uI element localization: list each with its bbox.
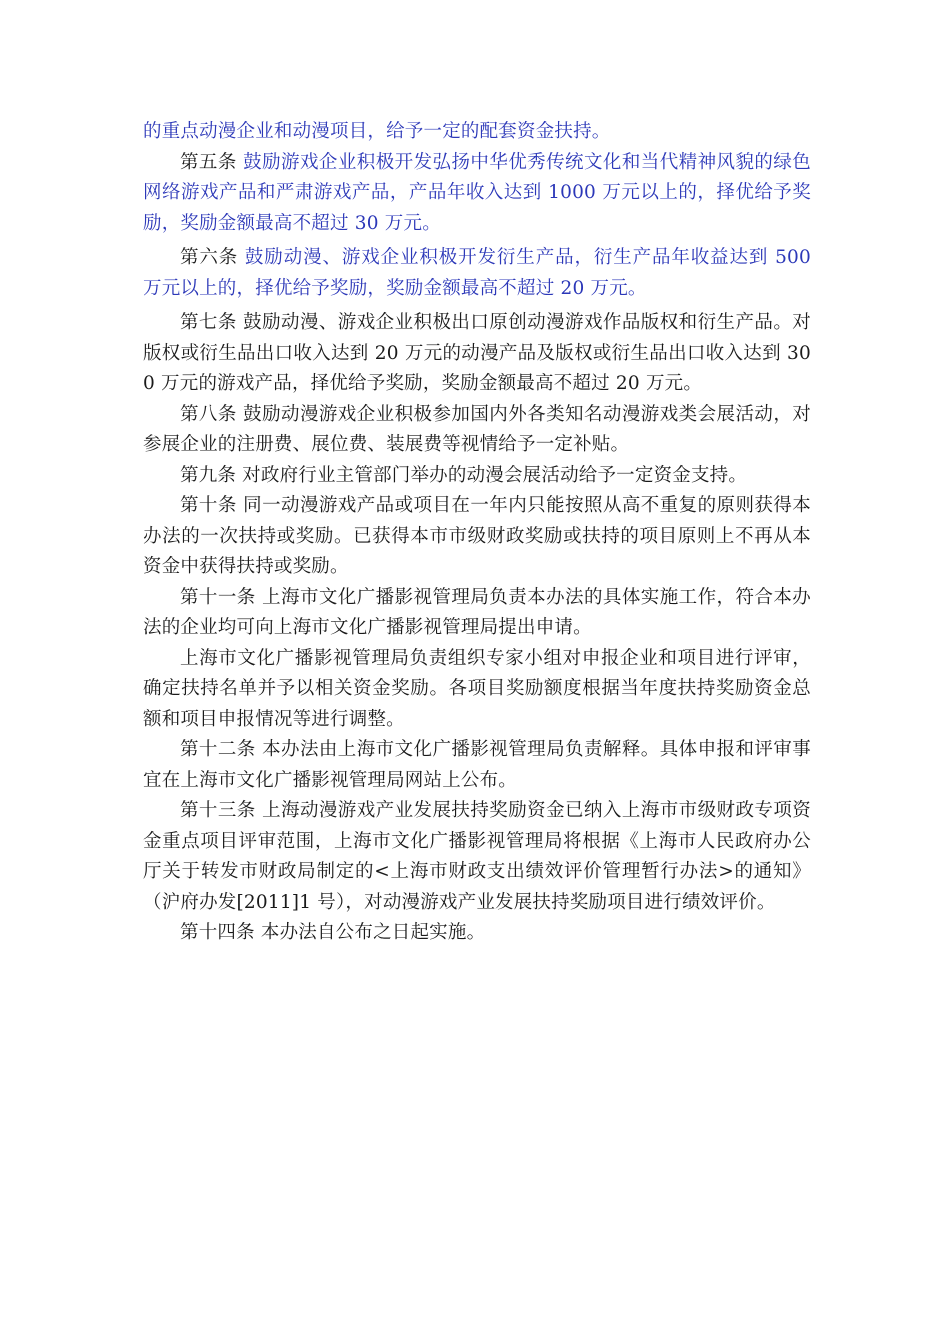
article-6 [143,243,811,304]
article-13: 第十三条 上海动漫游戏产业发展扶持奖励资金已纳入上海市市级财政专项资金重点项目评审范围，上海市文化广播影视管理局将根据《上海市人民政府办公厅关于转发市财政局制定的<上海市财政支出绩效评价管理暂行办法>的通知》（沪府办发[2011]1 号），对动漫游戏产业发展扶持奖励项目进行绩效评价。 [143,800,811,913]
article-10: 第十条 同一动漫游戏产品或项目在一年内只能按照从高不重复的原则获得本办法的一次扶持或奖励。已获得本市市级财政奖励或扶持的项目原则上不再从本资金中获得扶持或奖励。 [143,495,811,577]
article-11: 第十一条 上海市文化广播影视管理局负责本办法的具体实施工作，符合本办法的企业均可向上海市文化广播影视管理局提出申请。 [143,586,811,638]
article-7: 第七条 鼓励动漫、游戏企业积极出口原创动漫游戏作品版权和衍生产品。对版权或衍生品出口收入达到 20 万元的动漫产品及版权或衍生品出口收入达到 300 万元的游戏产品，择优给予奖励，奖励金额最高不超过 20 万元。 [143,312,811,394]
article-text: 鼓励游戏企业积极开发弘扬中华优秀传统文化和当代精神风貌的绿色网络游戏产品和严肃游戏产品，产品年收入达到 1000 万元以上的，择优给予奖励，奖励金额最高不超过 30 万元。 [143,151,811,234]
article-9: 第九条 对政府行业主管部门举办的动漫会展活动给予一定资金支持。 [180,464,748,486]
article-12: 第十二条 本办法由上海市文化广播影视管理局负责解释。具体申报和评审事宜在上海市文化广播影视管理局网站上公布。 [143,739,811,791]
article-5 [143,148,811,240]
article-label: 第六条 [180,247,245,268]
article-8: 第八条 鼓励动漫游戏企业积极参加国内外各类知名动漫游戏类会展活动，对参展企业的注册费、展位费、装展费等视情给予一定补贴。 [143,403,811,455]
paragraph-text: 的重点动漫企业和动漫项目，给予一定的配套资金扶持。 [143,121,611,142]
paragraph-continuation [143,117,811,148]
article-label: 第五条 [180,151,244,173]
article-11-continued: 上海市文化广播影视管理局负责组织专家小组对申报企业和项目进行评审，确定扶持名单并予以相关资金奖励。各项目奖励额度根据当年度扶持奖励资金总额和项目申报情况等进行调整。 [143,647,811,730]
article-14: 第十四条 本办法自公布之日起实施。 [180,922,486,943]
article-text: 鼓励动漫、游戏企业积极开发衍生产品，衍生产品年收益达到 500 万元以上的，择优给予奖励，奖励金额最高不超过 20 万元。 [143,247,811,299]
document-page [143,117,811,949]
